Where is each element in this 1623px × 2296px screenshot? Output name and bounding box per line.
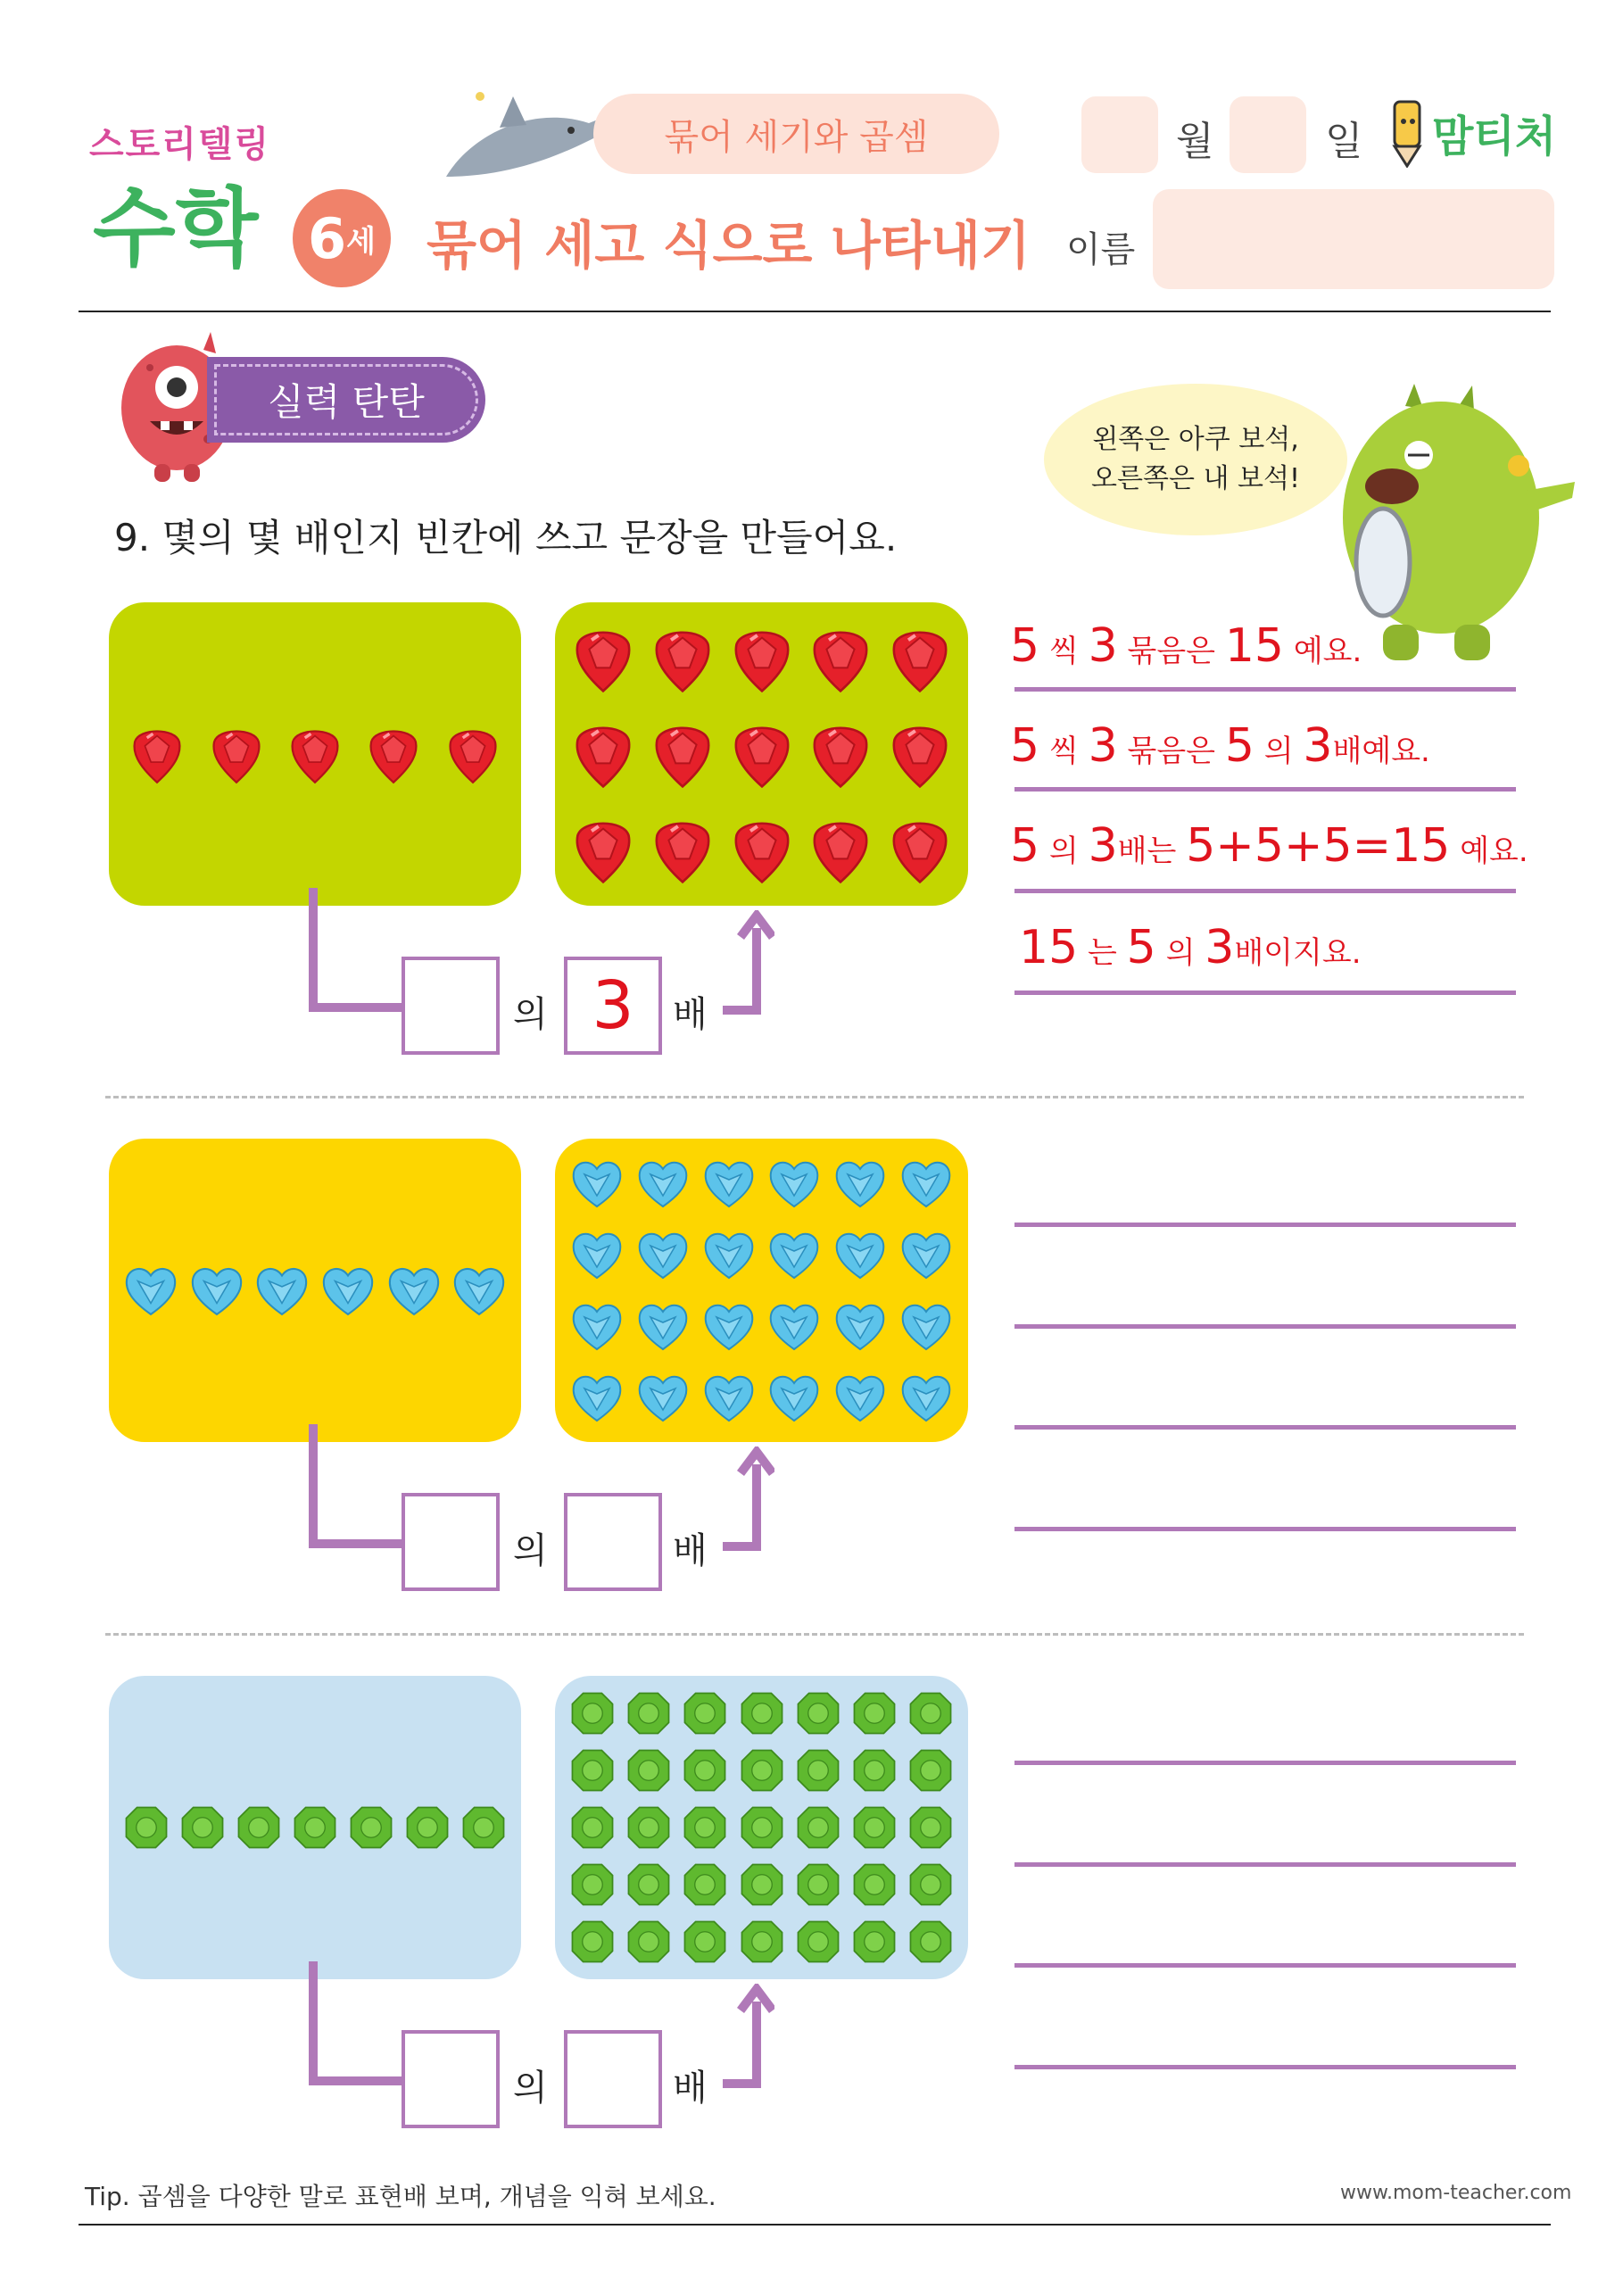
dolphin-illustration — [437, 79, 616, 186]
green-round-gem-icon — [569, 1919, 616, 1965]
ruby-teardrop-gem-icon — [648, 624, 717, 693]
green-round-gem-icon — [569, 1861, 616, 1908]
month-input[interactable] — [1081, 96, 1158, 173]
problem3-times-label: 배 — [673, 2068, 708, 2109]
green-round-gem-icon — [682, 1747, 728, 1794]
green-round-gem-icon — [907, 1919, 954, 1965]
divider-2 — [105, 1633, 1524, 1636]
problem2-of-label: 의 — [513, 1530, 548, 1571]
green-round-gem-icon — [236, 1804, 282, 1851]
blue-heart-gem-icon — [833, 1156, 887, 1210]
green-round-gem-icon — [851, 1747, 898, 1794]
answer-line-1[interactable] — [1014, 687, 1516, 692]
answer-line-10[interactable] — [1014, 1862, 1516, 1867]
answer-line-5[interactable] — [1014, 1223, 1516, 1227]
day-label: 일 — [1325, 119, 1363, 164]
speech-line-1: 왼쪽은 아쿠 보석, — [1092, 424, 1299, 455]
green-round-gem-icon — [851, 1919, 898, 1965]
blue-heart-gem-icon — [570, 1371, 624, 1424]
blue-heart-gem-icon — [899, 1156, 953, 1210]
blue-heart-gem-icon — [767, 1156, 821, 1210]
month-label: 월 — [1176, 119, 1214, 164]
green-round-gem-icon — [625, 1747, 672, 1794]
lesson-title: 묶어 세고 식으로 나타내기 — [426, 215, 1031, 276]
ruby-teardrop-gem-icon — [727, 624, 797, 693]
green-round-gem-icon — [795, 1861, 841, 1908]
section-badge — [207, 357, 485, 443]
green-round-gem-icon — [123, 1804, 170, 1851]
blue-heart-gem-icon — [702, 1299, 756, 1353]
topic-pill — [593, 94, 999, 174]
blue-heart-gem-icon — [702, 1156, 756, 1210]
speech-line-2: 오른쪽은 내 보석! — [1091, 463, 1300, 494]
problem1-left-gems — [109, 602, 521, 906]
blue-heart-gem-icon — [386, 1263, 442, 1318]
series-logo — [89, 107, 393, 286]
answer-line-8[interactable] — [1014, 1527, 1516, 1531]
green-round-gem-icon — [625, 1861, 672, 1908]
blue-heart-gem-icon — [636, 1228, 690, 1281]
question-text: 9. 몇의 몇 배인지 빈칸에 쓰고 문장을 만들어요. — [114, 516, 898, 559]
green-round-gem-icon — [851, 1804, 898, 1851]
ruby-teardrop-gem-icon — [648, 815, 717, 884]
ruby-teardrop-gem-icon — [727, 719, 797, 789]
problem1-connector — [309, 888, 318, 1011]
green-round-gem-icon — [739, 1747, 785, 1794]
problem1-right-gems — [555, 602, 968, 906]
green-round-gem-icon — [682, 1690, 728, 1737]
blue-heart-gem-icon — [570, 1299, 624, 1353]
problem1-connector-h — [309, 1003, 402, 1012]
blue-heart-gem-icon — [702, 1371, 756, 1424]
answer-line-2[interactable] — [1014, 787, 1516, 792]
speech-bubble — [1044, 384, 1347, 535]
green-round-gem-icon — [739, 1861, 785, 1908]
answer-line-12[interactable] — [1014, 2065, 1516, 2069]
ruby-teardrop-gem-icon — [648, 719, 717, 789]
answer-line-9[interactable] — [1014, 1761, 1516, 1765]
blue-heart-gem-icon — [636, 1299, 690, 1353]
blue-heart-gem-icon — [702, 1228, 756, 1281]
blue-heart-gem-icon — [767, 1299, 821, 1353]
blue-heart-gem-icon — [636, 1371, 690, 1424]
answer-line-6[interactable] — [1014, 1324, 1516, 1329]
problem2-blank-times[interactable] — [564, 1493, 662, 1591]
ruby-teardrop-gem-icon — [885, 815, 955, 884]
green-round-gem-icon — [739, 1690, 785, 1737]
green-round-gem-icon — [795, 1690, 841, 1737]
problem2-times-label: 배 — [673, 1530, 708, 1571]
topic-text: 묶어 세기와 곱셈 — [664, 116, 929, 158]
blue-heart-gem-icon — [767, 1371, 821, 1424]
problem1-blank-times[interactable]: 3 — [564, 957, 662, 1055]
problem3-arrow-up-icon — [721, 1984, 774, 2091]
green-round-gem-icon — [569, 1804, 616, 1851]
blue-heart-gem-icon — [570, 1228, 624, 1281]
green-round-gem-icon — [907, 1861, 954, 1908]
green-round-gem-icon — [851, 1861, 898, 1908]
divider-1 — [105, 1096, 1524, 1098]
blue-heart-gem-icon — [833, 1228, 887, 1281]
problem3-left-gems — [109, 1676, 521, 1979]
tip-text: Tip. 곱셈을 다양한 말로 표현배 보며, 개념을 익혀 보세요. — [85, 2182, 716, 2211]
footer-divider — [79, 2224, 1551, 2226]
ruby-teardrop-gem-icon — [206, 724, 267, 784]
sentence-1: 5 씩 3 묶음은 15 예요. — [1010, 619, 1362, 673]
ruby-teardrop-gem-icon — [727, 815, 797, 884]
blue-heart-gem-icon — [123, 1263, 178, 1318]
ruby-teardrop-gem-icon — [568, 624, 638, 693]
ruby-teardrop-gem-icon — [363, 724, 424, 784]
blue-heart-gem-icon — [899, 1299, 953, 1353]
blue-heart-gem-icon — [833, 1371, 887, 1424]
answer-line-3[interactable] — [1014, 889, 1516, 893]
green-round-gem-icon — [795, 1747, 841, 1794]
blue-heart-gem-icon — [570, 1156, 624, 1210]
logo-main-text: 수학 — [93, 178, 259, 278]
ruby-teardrop-gem-icon — [885, 719, 955, 789]
green-round-gem-icon — [682, 1861, 728, 1908]
site-url: www.mom-teacher.com — [1340, 2182, 1572, 2204]
age-badge — [293, 189, 391, 287]
problem1-times-label: 배 — [673, 994, 708, 1035]
age-unit: 세 — [346, 223, 376, 260]
green-round-gem-icon — [348, 1804, 394, 1851]
green-round-gem-icon — [569, 1690, 616, 1737]
sentence-2: 5 씩 3 묶음은 5 의 3배예요. — [1010, 719, 1430, 773]
blue-heart-gem-icon — [833, 1299, 887, 1353]
problem1-arrow-up-icon — [721, 910, 774, 1017]
age-number: 6 — [308, 205, 347, 271]
ruby-teardrop-gem-icon — [806, 624, 875, 693]
brand-text: 맘티처 — [1432, 111, 1557, 162]
blue-heart-gem-icon — [636, 1156, 690, 1210]
sentence-3: 5 의 3배는 5+5+5=15 예요. — [1010, 819, 1528, 873]
answer-line-7[interactable] — [1014, 1425, 1516, 1430]
green-round-gem-icon — [625, 1919, 672, 1965]
problem2-blank-base[interactable] — [402, 1493, 500, 1591]
green-round-gem-icon — [682, 1919, 728, 1965]
ruby-teardrop-gem-icon — [568, 815, 638, 884]
sentence-4: 15 는 5 의 3배이지요. — [1019, 921, 1362, 974]
problem1-blank-base[interactable] — [402, 957, 500, 1055]
blue-heart-gem-icon — [767, 1228, 821, 1281]
green-round-gem-icon — [907, 1804, 954, 1851]
problem3-right-gems — [555, 1676, 968, 1979]
problem3-blank-base[interactable] — [402, 2030, 500, 2128]
ruby-teardrop-gem-icon — [568, 719, 638, 789]
ruby-teardrop-gem-icon — [443, 724, 503, 784]
section-badge-text: 실력 탄탄 — [268, 380, 425, 424]
logo-top-text: 스토리텔링 — [89, 124, 271, 165]
problem2-arrow-up-icon — [721, 1446, 774, 1554]
answer-line-11[interactable] — [1014, 1963, 1516, 1968]
ruby-teardrop-gem-icon — [127, 724, 187, 784]
problem3-connector — [309, 1961, 318, 2085]
ruby-teardrop-gem-icon — [285, 724, 345, 784]
green-round-gem-icon — [625, 1804, 672, 1851]
blue-heart-gem-icon — [899, 1228, 953, 1281]
problem3-connector-h — [309, 2076, 402, 2085]
problem3-of-label: 의 — [513, 2068, 548, 2109]
name-label: 이름 — [1066, 229, 1136, 270]
name-input[interactable] — [1153, 189, 1554, 289]
brand-logo — [1387, 96, 1556, 168]
green-round-gem-icon — [404, 1804, 451, 1851]
problem2-connector-h — [309, 1539, 402, 1548]
green-round-gem-icon — [851, 1690, 898, 1737]
blue-heart-gem-icon — [254, 1263, 310, 1318]
day-input[interactable] — [1230, 96, 1306, 173]
green-round-gem-icon — [682, 1804, 728, 1851]
ruby-teardrop-gem-icon — [806, 815, 875, 884]
blue-heart-gem-icon — [451, 1263, 507, 1318]
answer-line-4[interactable] — [1014, 991, 1516, 995]
green-round-gem-icon — [739, 1919, 785, 1965]
blue-heart-gem-icon — [189, 1263, 244, 1318]
green-round-gem-icon — [460, 1804, 507, 1851]
problem1-of-label: 의 — [513, 994, 548, 1035]
ruby-teardrop-gem-icon — [806, 719, 875, 789]
green-round-gem-icon — [179, 1804, 226, 1851]
green-round-gem-icon — [739, 1804, 785, 1851]
blue-heart-gem-icon — [320, 1263, 376, 1318]
ruby-teardrop-gem-icon — [885, 624, 955, 693]
green-round-gem-icon — [907, 1690, 954, 1737]
problem3-blank-times[interactable] — [564, 2030, 662, 2128]
green-round-gem-icon — [292, 1804, 338, 1851]
pencil-icon — [1387, 96, 1428, 168]
blue-heart-gem-icon — [899, 1371, 953, 1424]
green-round-gem-icon — [625, 1690, 672, 1737]
green-round-gem-icon — [795, 1919, 841, 1965]
header-divider — [79, 311, 1551, 312]
problem2-right-gems — [555, 1139, 968, 1442]
green-round-gem-icon — [907, 1747, 954, 1794]
problem2-left-gems — [109, 1139, 521, 1442]
green-round-gem-icon — [795, 1804, 841, 1851]
problem2-connector — [309, 1424, 318, 1547]
green-round-gem-icon — [569, 1747, 616, 1794]
